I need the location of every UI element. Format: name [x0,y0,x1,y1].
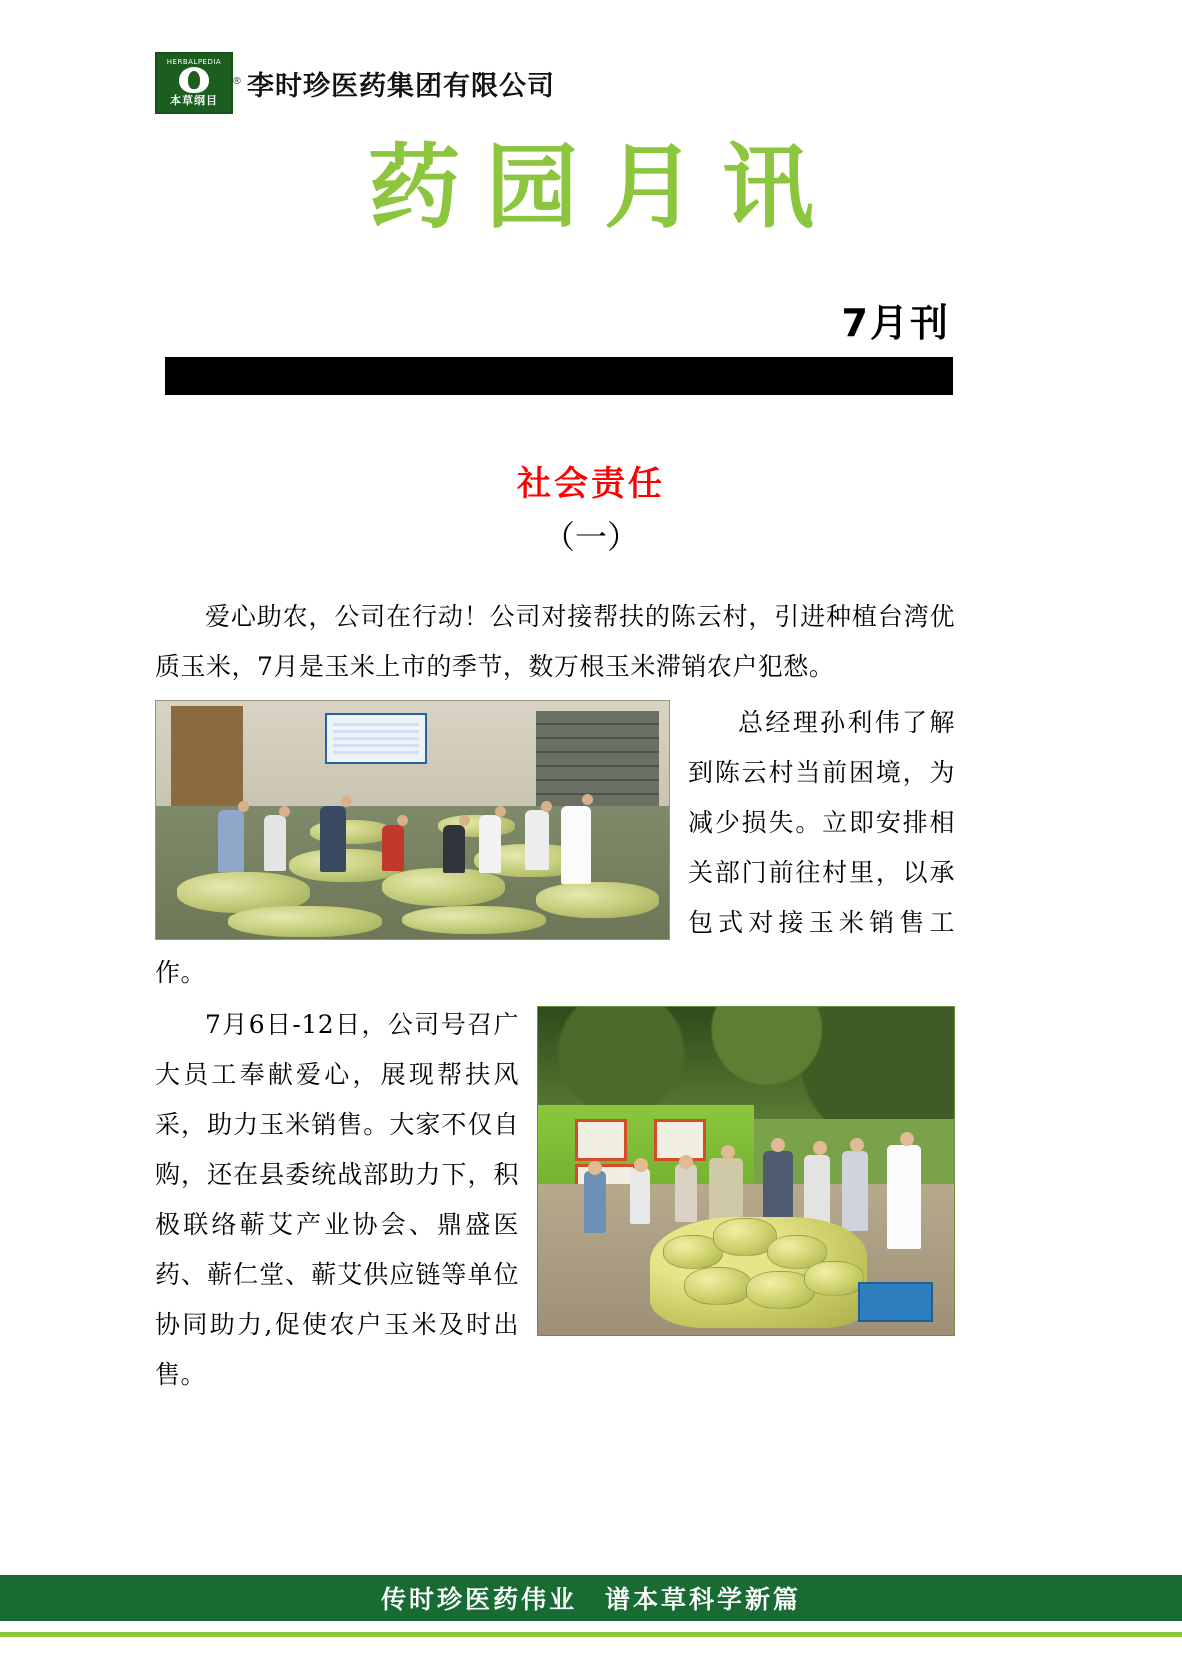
issue-label: 7月刊 [841,301,950,345]
header [155,52,555,114]
footer-slogan: 传时珍医药伟业 谱本草科学新篇 [380,1585,801,1614]
paragraph-2: 总经理孙利伟了解到陈云村当前困境，为减少损失。立即安排相关部门前往村里，以承包式对接玉米销售工作。 [155,708,955,987]
section-title: 社会责任 [517,464,665,504]
photo-corn-distribution-image [537,1006,955,1336]
footer-accent-line [0,1632,1182,1637]
photo-corn-distribution [537,1006,955,1336]
masthead-title: 药园月讯 [367,134,840,241]
article-body [155,592,955,1402]
section-subtitle: （一） [542,518,639,556]
photo-corn-sorting-image [155,700,670,940]
company-name: 李时珍医药集团有限公司 [247,70,555,102]
logo-bottom-text: 本草纲目 [170,94,218,107]
logo-emblem-icon [179,67,209,93]
photo-corn-sorting [155,700,670,940]
company-logo [155,52,242,114]
paragraph-3: 7月6日-12日，公司号召广大员工奉献爱心，展现帮扶风采，助力玉米销售。大家不仅自购，还在县委统战部助力下，积极联络蕲艾产业协会、鼎盛医药、蕲仁堂、蕲艾供应链等单位协同助力,促使农户玉米及时出售。 [155,1010,519,1389]
logo-top-text: HERBALPEDIA [166,57,222,66]
registered-mark-icon: ® [232,76,242,87]
divider-bar [165,357,953,395]
paragraph-1: 爱心助农，公司在行动！公司对接帮扶的陈云村，引进种植台湾优质玉米，7月是玉米上市的季节，数万根玉米滞销农户犯愁。 [155,602,955,681]
masthead [0,134,1182,241]
footer-bar [0,1575,1182,1621]
